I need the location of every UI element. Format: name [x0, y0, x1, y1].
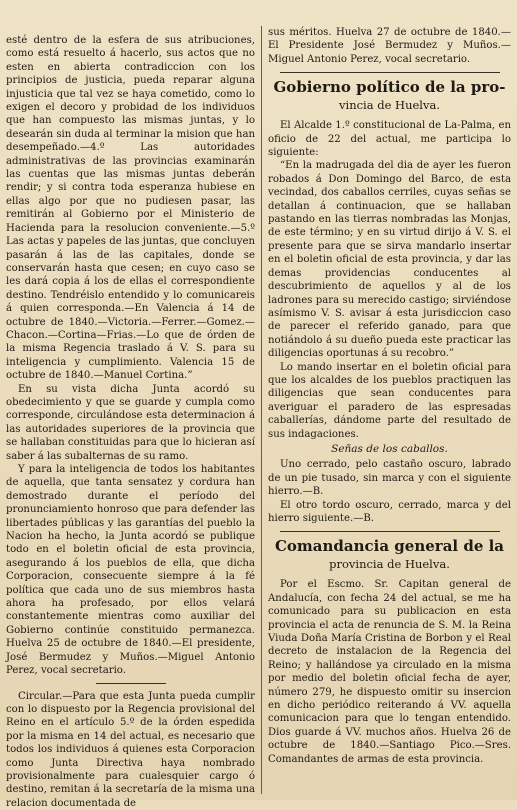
section-title-gobierno: Gobierno político de la pro- [268, 79, 511, 96]
separator-rule [280, 531, 500, 532]
horses-description-heading: Señas de los caballos. [268, 443, 511, 456]
separator-rule [280, 72, 500, 73]
left-column [6, 0, 255, 800]
right-column [268, 0, 511, 800]
right-paragraph-1: sus méritos. Huelva 27 de octubre de 1840.—El Presidente José Bermudez y Muños.—Miguel Antonio Perez, vocal secretario. [268, 26, 511, 66]
right-paragraph-7: Por el Escmo. Sr. Capitan general de Andalucía, con fecha 24 del actual, se me ha comunicado para su publicacion en esta provincia el acta de renuncia de S. M. la Reina Viuda Doña María Cristina de Borbon y el Real decreto de instalacion de la Regencia del Reino; y hallándose ya circulado en la misma por medio del boletin oficial fecha de ayer, número 279, he dispuesto omitir su insercion en dicho periódico reiterando á VV. aquella comunicacion para que lo tengan entendido. Dios guarde á VV. muchos años. Huelva 26 de octubre de 1840.—Santiago Pico.—Sres. Comandantes de armas de esta provincia. [268, 578, 511, 766]
right-paragraph-4: Lo mando insertar en el boletin oficial para que los alcaldes de los pueblos practiquen las diligencias que sean conducentes para averiguar el paradero de las espresadas caballerías, dándome parte del resultado de sus indagaciones. [268, 361, 511, 441]
right-paragraph-6: El otro tordo oscuro, cerrado, marca y del hierro siguiente.—B. [268, 499, 511, 526]
column-divider [261, 26, 262, 794]
left-paragraph-2: En su vista dicha Junta acordó su obedecimiento y que se guarde y cumpla como corresponde, circulándose esta determinacion á las autoridades superiores de la provincia que se hallaban constituidas para que lo hicieran así saber á las subalternas de su ramo. [6, 383, 255, 463]
right-paragraph-3: “En la madrugada del dia de ayer les fueron robados á Don Domingo del Barco, de esta vecindad, dos caballos cerriles, cuyas señas se detallan á continuacion, que se hallaban pastando en las tierras nombradas las Monjas, de este término; y en su virtud dirijo á V. S. el presente para que se sirva mandarlo insertar en el boletin oficial de esta provincia, y dar las demas providencias conducentes al descubrimiento de aquellos y al de los ladrones para su merecido castigo; sirviéndose asímismo V. S. avisar á esta jurisdiccion caso de parecer el referido ganado, para que notiándolo á su dueño pueda este practicar las diligencias oportunas á su recobro.” [268, 159, 511, 360]
right-paragraph-5: Uno cerrado, pelo castaño oscuro, labrado de un pie tusado, sin marca y con el siguiente hierro.—B. [268, 458, 511, 498]
left-paragraph-1: esté dentro de la esfera de sus atribuciones, como está resuelto á hacerlo, sus actos que no esten en abierta contradiccion con los principios de justicia, pueda reparar alguna injusticia que tal vez se haya cometido, como lo exigen el decoro y probidad de los individuos que han compuesto las mismas juntas, y lo desearán sin duda al terminar la mision que han desempeñado.—4.º Las autoridades administrativas de las provincias examinarán las cuentas que las mismas juntas deberán rendir; y si contra toda esperanza hubiese en ellas algo por que no pudiesen pasar, las remitirán al Gobierno por el Ministerio de Hacienda para la resolucion conveniente.—5.º Las actas y papeles de las juntas, que concluyen pasarán á las de las capitales, donde se conservarán hasta que cesen; en cuyo caso se les dará copia á los de ellas el correspondiente destino. Tendréislo entendido y lo comunicareis á quien corresponda.—En Valencia á 14 de octubre de 1840.—Victoria.—Ferrer.—Gomez.—Chacon.—Cortina—Frias.—Lo que de órden de la misma Regencia traslado á V. S. para su inteligencia y cumplimiento. Valencia 15 de octubre de 1840.—Manuel Cortina.” [6, 34, 255, 383]
right-paragraph-2: El Alcalde 1.º constitucional de La-Palma, en oficio de 22 del actual, me participa lo siguiente: [268, 119, 511, 159]
separator-rule [96, 683, 166, 684]
left-paragraph-3: Y para la inteligencia de todos los habitantes de aquella, que tanta sensatez y cordura han demostrado durante el período del pronunciamiento honroso que para defender las libertades públicas y las garantías del pueblo la Nacion ha hecho, la Junta acordó se publique todo en el boletin oficial de esta provincia, asegurando á los pueblos de ella, que dicha Corporacion, consecuente siempre á la fé política que cada uno de sus miembros hasta ahora ha profesado, por ellos velará constantemente mientras como auxiliar del Gobierno continúe constituido permanezca. Huelva 25 de octubre de 1840.—El presidente, José Bermudez y Muños.—Miguel Antonio Perez, vocal secretario. [6, 463, 255, 678]
section-subtitle-comandancia: provincia de Huelva. [268, 557, 511, 571]
section-subtitle-gobierno: vincia de Huelva. [268, 98, 511, 112]
left-paragraph-4: Circular.—Para que esta Junta pueda cumplir con lo dispuesto por la Regencia provisional del Reino en el artículo 5.º de la órden espedida por la misma en 14 del actual, es necesario que todos los individuos á quienes esta Corporacion como Junta Directiva haya nombrado provisionalmente para cualesquier cargo ó destino, remitan á la secretaría de la misma una relacion documentada de [6, 690, 255, 810]
section-title-comandancia: Comandancia general de la [268, 538, 511, 555]
